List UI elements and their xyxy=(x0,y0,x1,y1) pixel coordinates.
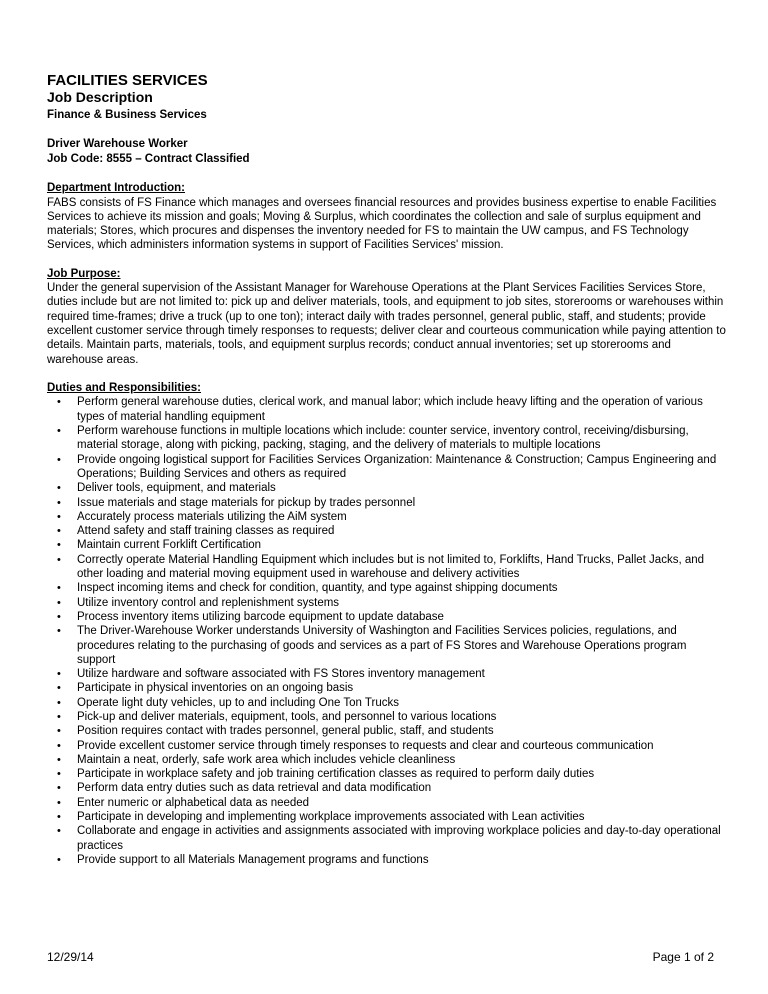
duty-item xyxy=(47,753,727,767)
duty-text: Process inventory items utilizing barcode equipment to update database xyxy=(77,610,444,623)
intro-section xyxy=(47,181,727,253)
duty-text: Utilize hardware and software associated with FS Stores inventory management xyxy=(77,668,485,681)
bullet-icon: • xyxy=(57,596,61,609)
duty-text: Inspect incoming items and check for condition, quantity, and type against shipping documents xyxy=(77,582,558,595)
bullet-icon: • xyxy=(57,582,61,595)
duty-text: Provide support to all Materials Management programs and functions xyxy=(77,853,429,866)
bullet-icon: • xyxy=(57,553,61,566)
duty-item xyxy=(47,581,727,595)
bullet-icon: • xyxy=(57,782,61,795)
bullet-icon: • xyxy=(57,825,61,838)
purpose-text: Under the general supervision of the Assistant Manager for Warehouse Operations at the Plant Services Facilities Services Store, duties include but are not limited to: pick up and deliver materials, tools, and equipment to job sites, storerooms or warehouses within required time-frames; drive a truck (up to one ton); interact daily with trades personnel, general public, staff, and students; provide excellent customer service through timely responses to requests; deliver clear and courteous communication while paying attention to details. Maintain parts, materials, tools, and equipment surplus records; conduct annual inventories; set up storerooms and warehouse areas. xyxy=(47,282,726,366)
duty-text: Deliver tools, equipment, and materials xyxy=(77,482,276,495)
bullet-icon: • xyxy=(57,625,61,638)
bullet-icon: • xyxy=(57,696,61,709)
duty-item xyxy=(47,781,727,795)
purpose-section xyxy=(47,267,727,367)
duty-item xyxy=(47,510,727,524)
duty-item xyxy=(47,853,727,867)
bullet-icon: • xyxy=(57,796,61,809)
duty-item xyxy=(47,453,727,482)
duty-item xyxy=(47,710,727,724)
job-code: Job Code: 8555 – Contract Classified xyxy=(47,153,250,165)
duty-item xyxy=(47,524,727,538)
duty-text: Perform data entry duties such as data retrieval and data modification xyxy=(77,782,432,795)
duty-item xyxy=(47,596,727,610)
bullet-icon: • xyxy=(57,610,61,623)
duties-heading: Duties and Responsibilities: xyxy=(47,381,201,394)
duty-text: Participate in developing and implementing workplace improvements associated with Lean activities xyxy=(77,811,585,824)
duty-text: Perform general warehouse duties, clerical work, and manual labor; which include heavy lifting and the operation of various types of material handling equipment xyxy=(77,396,703,423)
job-info xyxy=(47,137,727,167)
bullet-icon: • xyxy=(57,425,61,438)
duty-text: Operate light duty vehicles, up to and including One Ton Trucks xyxy=(77,696,399,709)
bullet-icon: • xyxy=(57,768,61,781)
duty-text: Position requires contact with trades personnel, general public, staff, and students xyxy=(77,725,494,738)
duty-text: Issue materials and stage materials for pickup by trades personnel xyxy=(77,496,416,509)
intro-heading: Department Introduction: xyxy=(47,182,185,194)
duty-text: Attend safety and staff training classes as required xyxy=(77,525,335,538)
duty-item xyxy=(47,739,727,753)
duty-item xyxy=(47,724,727,738)
duty-item xyxy=(47,395,727,424)
purpose-heading: Job Purpose: xyxy=(47,267,121,280)
duty-text: Provide excellent customer service through timely responses to requests and clear and courteous communication xyxy=(77,739,654,752)
duty-item xyxy=(47,424,727,453)
footer-date: 12/29/14 xyxy=(47,950,94,964)
duty-text: Perform warehouse functions in multiple locations which include: counter service, inventory control, receiving/disbursing, material storage, along with picking, packing, staging, and the delivery of materials to multiple locations xyxy=(77,425,689,452)
bullet-icon: • xyxy=(57,539,61,552)
duty-item xyxy=(47,481,727,495)
duty-item xyxy=(47,824,727,853)
duty-item xyxy=(47,667,727,681)
duty-text: Utilize inventory control and replenishment systems xyxy=(77,596,340,609)
duty-item xyxy=(47,810,727,824)
duty-item xyxy=(47,496,727,510)
duty-item xyxy=(47,696,727,710)
duty-item xyxy=(47,624,727,667)
bullet-icon: • xyxy=(57,725,61,738)
duty-item xyxy=(47,681,727,695)
job-title: Driver Warehouse Worker xyxy=(47,138,188,150)
duty-text: Correctly operate Material Handling Equipment which includes but is not limited to, Forklifts, Hand Trucks, Pallet Jacks, and other loading and material moving equipment used in warehouse and delivery activities xyxy=(77,553,705,581)
duty-text: The Driver-Warehouse Worker understands University of Washington and Facilities Services policies, regulations, and procedures relating to the purchasing of goods and services as a part of FS Stores and Warehouse Operations program support xyxy=(77,625,687,666)
bullet-icon: • xyxy=(57,682,61,695)
bullet-icon: • xyxy=(57,668,61,681)
duty-text: Provide ongoing logistical support for Facilities Services Organization: Maintenance & Construction; Campus Engineering and Operations; Building Services and others as required xyxy=(77,453,717,480)
document-content xyxy=(47,72,727,867)
bullet-icon: • xyxy=(57,496,61,509)
document-title: FACILITIES SERVICES xyxy=(47,72,208,89)
bullet-icon: • xyxy=(57,482,61,495)
intro-text: FABS consists of FS Finance which manages and oversees financial resources and provides business expertise to enable Facilities Services to achieve its mission and goals; Moving & Surplus, which coordinates the collection and sale of surplus equipment and materials; Stores, which procures and dispenses the inventory needed for FS to maintain the UW campus, and FS Technology Services, which administers information systems in support of Facilities Services' mission. xyxy=(47,196,717,252)
bullet-icon: • xyxy=(57,711,61,723)
bullet-icon: • xyxy=(57,739,61,752)
bullet-icon: • xyxy=(57,753,61,766)
footer-page-number: Page 1 of 2 xyxy=(652,950,714,964)
duty-text: Maintain a neat, orderly, safe work area which includes vehicle cleanliness xyxy=(77,753,456,766)
bullet-icon: • xyxy=(57,853,61,866)
duty-text: Accurately process materials utilizing the AiM system xyxy=(77,510,347,523)
bullet-icon: • xyxy=(57,510,61,523)
duty-item xyxy=(47,538,727,552)
department-name: Finance & Business Services xyxy=(47,109,207,121)
duty-text: Maintain current Forklift Certification xyxy=(77,539,262,552)
document-subtitle: Job Description xyxy=(47,89,153,105)
duties-list xyxy=(47,395,727,867)
duty-text: Participate in workplace safety and job training certification classes as required to perform daily duties xyxy=(77,768,595,781)
duty-item xyxy=(47,610,727,624)
duty-item xyxy=(47,553,727,582)
duty-text: Participate in physical inventories on an ongoing basis xyxy=(77,682,354,695)
duty-text: Collaborate and engage in activities and assignments associated with improving workplace policies and day-to-day operational practices xyxy=(77,825,721,852)
duty-item xyxy=(47,767,727,781)
bullet-icon: • xyxy=(57,453,61,466)
duty-text: Pick-up and deliver materials, equipment, tools, and personnel to various locations xyxy=(77,711,497,723)
bullet-icon: • xyxy=(57,396,61,409)
duty-text: Enter numeric or alphabetical data as needed xyxy=(77,796,310,809)
bullet-icon: • xyxy=(57,525,61,538)
duty-item xyxy=(47,796,727,810)
bullet-icon: • xyxy=(57,811,61,824)
duties-section xyxy=(47,381,727,867)
